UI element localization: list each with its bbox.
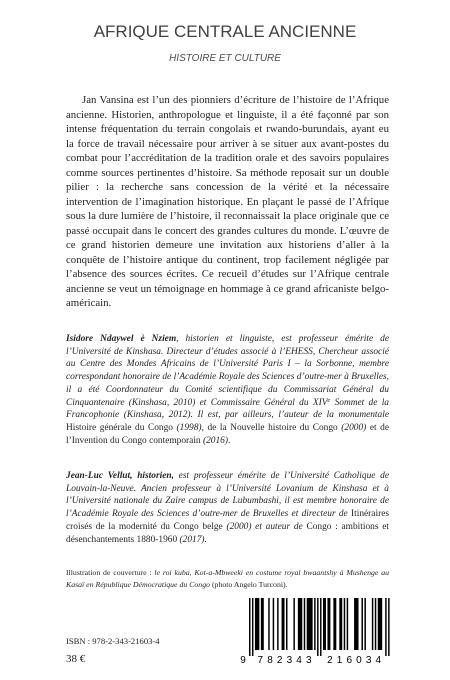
isbn-number: ISBN : 978-2-343-21603-4 xyxy=(66,636,160,646)
credit-description: le roi kuba, Kot-a-Mbweeki en costume royal bwaantshy à Mushenge au Kasaï en République Démocratique du Congo xyxy=(66,568,389,590)
barcode-bar xyxy=(378,598,382,650)
barcode-bars xyxy=(249,598,390,656)
barcode-bar xyxy=(388,598,389,656)
barcode-bar xyxy=(268,598,269,650)
bio-text: Sommet de la Francophonie (Kinshasa, 2012). Il est, par ailleurs, l’auteur de la monumentale xyxy=(66,397,389,421)
book-subtitle: HISTOIRE ET CULTURE xyxy=(169,53,281,64)
barcode-bar xyxy=(347,598,348,650)
barcode-bar xyxy=(298,598,302,650)
price: 38 € xyxy=(66,653,86,665)
barcode-bar xyxy=(282,598,285,650)
credit-label: Illustration de couverture : xyxy=(66,568,155,577)
illustration-credit xyxy=(66,567,389,591)
photo-credit: (photo Angelo Turconi). xyxy=(210,580,288,590)
barcode-bar xyxy=(354,598,358,650)
barcode-bar xyxy=(304,598,305,650)
barcode-bar xyxy=(385,598,386,656)
barcode-bar xyxy=(293,598,294,650)
barcode-bar xyxy=(286,598,287,650)
blurb-paragraph: Jan Vansina est l’un des pionniers d’écriture de l’histoire de l’Afrique ancienne. Historien, anthropologue et linguiste, il a été façonné par son intense fréquentation du terrain congolais et rwando-burundais, ayant eu la force de travail nécessaire pour arriver à se situer aux avant-postes du combat pour l’accréditation de la tradition orale et des savoirs populaires comme sources pertinentes d’histoire. Sa méthode reposait sur un double pilier : la recherche sans concession de la vérité et la nécessaire intervention de l’imagination historique. En plaçant le passé de l’Afrique sous la dure lumière de l’histoire, il reconnaissait la place originale que ce passé occupait dans le concert des grandes cultures du monde. L’œuvre de ce grand historien demeure une invitation aux historiens d’aller à la conquête de l’histoire antique du continent, trop facilement négligée par l’absence des sources écrites. Ce recueil d’études sur l’Afrique centrale ancienne se veut un témoignage en hommage à ce grand africaniste belgo-américain. xyxy=(66,94,389,309)
author-name: Jean-Luc Vellut, historien, xyxy=(66,471,174,481)
bio-text: (2000) et auteur de xyxy=(222,521,307,532)
bio-text: est professeur émérite de l’Université Catholique de Louvain-la-Neuve. Ancien professeur à l’Université Lovanium de Kinshasa et à l’Université nationale du Zaïre campus de Lubumbashi, il est membre honoraire de l’Académie Royale des Sciences d’outre-mer de Bruxelles et directeur de xyxy=(66,471,390,520)
barcode-bar xyxy=(317,598,318,656)
work-year: (2017). xyxy=(177,534,207,545)
barcode-bar xyxy=(320,598,321,656)
ordinal-superscript: e xyxy=(327,396,331,404)
work-year: (2000) xyxy=(337,422,367,433)
barcode-bar xyxy=(252,598,253,656)
barcode-digit-first: 9 xyxy=(240,655,246,666)
barcode-bar xyxy=(314,598,315,650)
barcode-bar xyxy=(255,598,259,650)
work-year: (1998) xyxy=(173,422,202,433)
author-name: Isidore Ndaywel è Nziem xyxy=(66,334,177,344)
barcode-bar xyxy=(372,598,373,650)
work-title: Congo : ambitions et désenchantements 1880-1960 xyxy=(66,521,389,545)
barcode-bar xyxy=(273,598,274,650)
work-title: , de la Nouvelle histoire du Congo xyxy=(201,422,338,433)
work-title: Itinéraires croisés de la modernité du Congo belge xyxy=(66,509,389,532)
barcode-digits-right: 216034 xyxy=(327,655,382,666)
author-bio-vellut xyxy=(66,470,389,546)
bio-text: . xyxy=(227,435,231,446)
barcode-bar xyxy=(364,598,365,650)
author-bio-ndaywel xyxy=(66,333,389,447)
barcode-bar xyxy=(344,598,345,650)
work-year: (2016) xyxy=(200,435,228,446)
barcode-bar xyxy=(327,598,330,650)
work-title: Histoire générale du Congo xyxy=(66,422,173,433)
barcode-bar xyxy=(277,598,278,650)
barcode-bar xyxy=(249,598,250,656)
barcode-bar xyxy=(333,598,336,650)
barcode-bar xyxy=(307,598,313,650)
barcode-bar xyxy=(323,598,326,650)
barcode-bar xyxy=(361,598,362,650)
barcode-bar xyxy=(261,598,264,650)
barcode-bar xyxy=(375,598,376,650)
work-title: et de l’Invention du Congo contemporain xyxy=(66,422,390,446)
bio-text: , historien et linguiste, est professeur émérite de l’Université de Kinshasa. Directeur d’études associé à l’EHESS, Chercheur associé au Centre des Mondes Africains de l’Université Paris I – la Sorbonne, membre correspondant honoraire de l’Académie Royale des Sciences d’outre-mer à Bruxelles, il a été Coordonnateur du Comité scientifique du Commissariat Général du Cinquantenaire (Kinshasa, 2010) et Commissaire Général du XIV xyxy=(66,334,389,408)
barcode-digits-left: 782343 xyxy=(257,655,312,666)
book-title: AFRIQUE CENTRALE ANCIENNE xyxy=(93,22,357,41)
barcode-bar xyxy=(339,598,342,650)
barcode xyxy=(238,596,390,670)
